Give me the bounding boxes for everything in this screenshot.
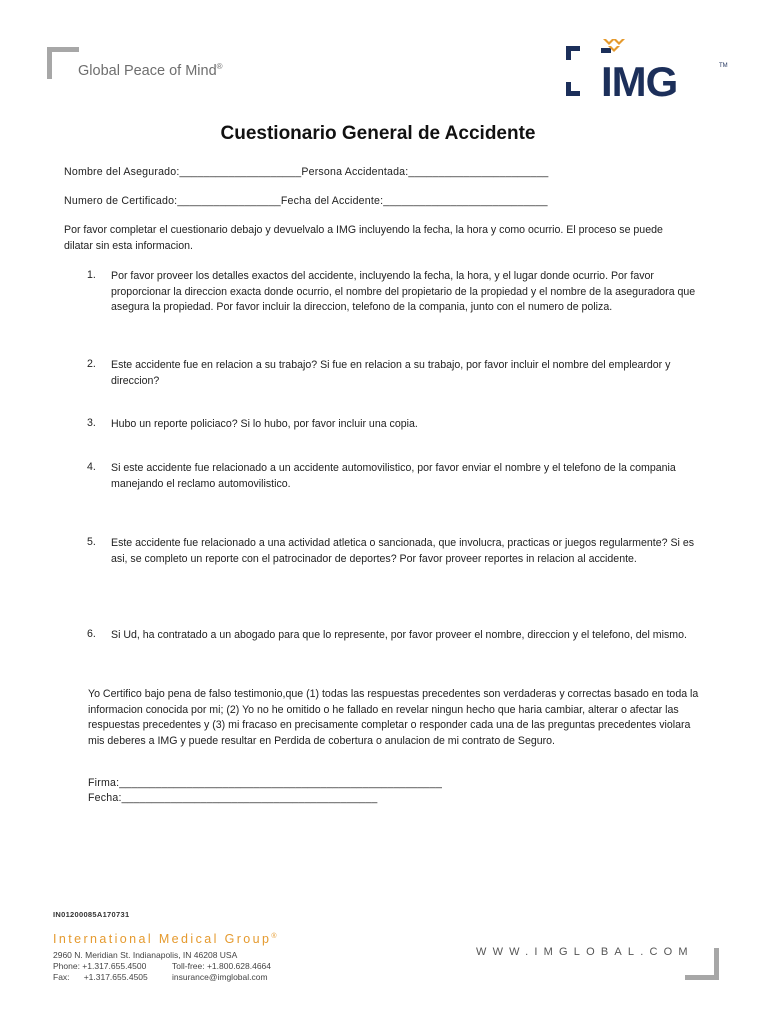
question-number: 5. [87,536,96,548]
signature-line: Firma:_____________________________________________________ [88,777,443,789]
question-text: Este accidente fue en relacion a su trabajo? Si fue en relacion a su trabajo, por favor incluir el nombre del empleardor y direccion? [111,359,671,387]
question-text: Este accidente fue relacionado a una actividad atletica o sancionada, que involucra, practicas or juegos regularmente? Si es asi, se completo un reporte con el patrocinador de deportes? Por favor proveer reportes in relacion al accidente. [111,537,695,565]
question-text: Si Ud, ha contratado a un abogado para que lo represente, por favor proveer el nombre, direccion y el telefono, del mismo. [111,629,687,641]
company-name: International Medical Group® [53,932,279,946]
question-number: 2. [87,358,96,370]
question-text: Si este accidente fue relacionado a un accidente automovilistico, por favor enviar el nombre y el telefono de la compania manejando el reclamo automovilistico. [111,462,676,490]
question-text: Por favor proveer los detalles exactos del accidente, incluyendo la fecha, la hora, y el lugar donde ocurrio. Por favor proporcionar la direccion exacta donde ocurrio, el nombre del propietario de la propiedad y el nombre de la aseguradora que asegura la propiedad. Por favor incluir la direccion, telefono de la compania, junto con el numero de poliza. [111,270,696,313]
question-text: Hubo un reporte policiaco? Si lo hubo, por favor incluir una copia. [111,418,418,430]
img-logo-trademark: TM [719,63,728,69]
question-number: 1. [87,269,96,281]
field-row-insured: Nombre del Asegurado:____________________Persona Accidentada:_______________________ [64,166,549,178]
page-title: Cuestionario General de Accidente [220,123,536,144]
img-logo-text: IMG [601,58,678,102]
tollfree-number: Toll-free: +1.800.628.4664 [172,961,272,971]
fax-number: Fax: +1.317.655.4505 [53,972,148,982]
date-line: Fecha:__________________________________________ [88,792,378,804]
contact-email: insurance@imglobal.com [172,972,268,982]
website-url: WWW.IMGLOBAL.COM [476,946,694,958]
phone-number: Phone: +1.317.655.4500 [53,961,147,971]
certification-text: Yo Certifico bajo pena de falso testimonio,que (1) todas las respuestas precedentes son verdaderas y correctas basado en toda la informacion conocida por mi; (2) Yo no he omitido o he fallado en revelar ningun hecho que haria cambiar, alterar o afectar las respuestas precedentes y (3) mi fracaso en precisamente completar o responder cada una de las preguntas precedentes violara mis deberes a IMG y puede resultar en Perdida de cobertura o anulacion de mi contrato de Seguro. [88,688,699,747]
document-id: IN01200085A170731 [53,910,130,919]
company-address: 2960 N. Meridian St. Indianapolis, IN 46208 USA [53,950,238,960]
question-number: 4. [87,461,96,473]
field-row-certificate: Numero de Certificado:_________________Fecha del Accidente:___________________________ [64,195,548,207]
question-number: 3. [87,417,96,429]
tagline: Global Peace of Mind® [78,62,223,79]
question-number: 6. [87,628,96,640]
corner-bracket-bottom-right [685,948,719,980]
intro-text: Por favor completar el cuestionario debajo y devuelvalo a IMG incluyendo la fecha, la hora y como ocurrio. El proceso se puede dilatar sin esta informacion. [64,224,663,252]
img-logo [563,36,733,102]
corner-bracket-top-left [47,47,79,79]
